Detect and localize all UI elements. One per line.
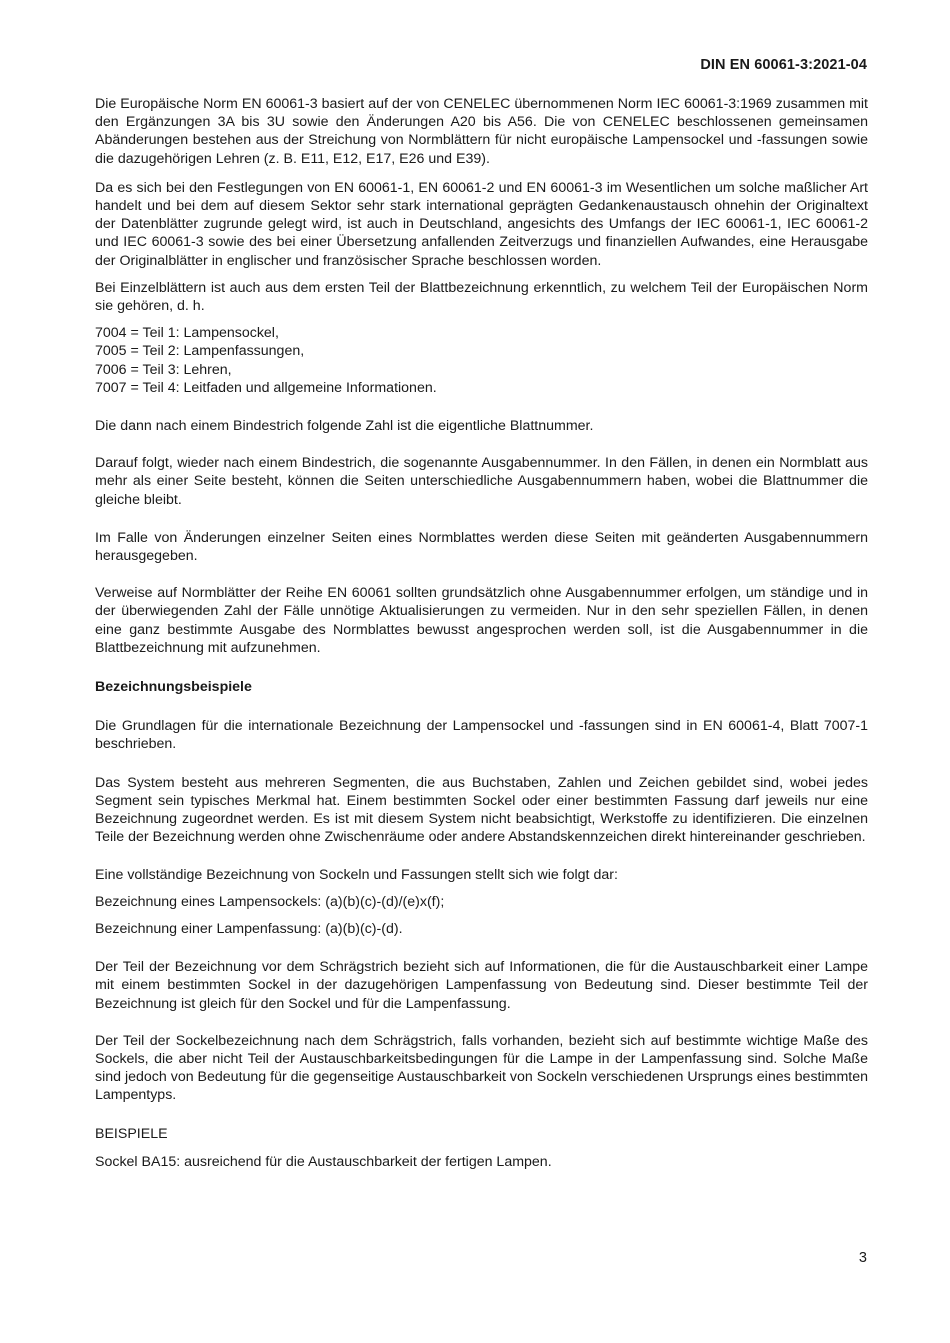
paragraph-13: Der Teil der Bezeichnung vor dem Schrägstrich bezieht sich auf Informationen, die für die Austauschbarkeit einer Lampe mit einem bestimmten Sockel in der dazugehörigen Lampenfassung von Bedeutung sind. Dieser bestimmte Teil der Bezeichnung ist gleich für den Sockel und für die Lampenfassung. <box>95 959 868 1012</box>
paragraph-8: Die Grundlagen für die internationale Bezeichnung der Lampensockel und -fassungen sind in EN 60061-4, Blatt 7007-1 beschrieben. <box>95 718 868 753</box>
paragraph-7: Verweise auf Normblätter der Reihe EN 60061 sollten grundsätzlich ohne Ausgabennummer erfolgen, um ständige und in der überwiegenden Zahl der Fälle unnötige Aktualisierungen zu vermeiden. Nur in den sehr speziellen Fällen, in denen eine ganz bestimmte Ausgabe des Normblattes bewusst angesprochen werden soll, ist die Ausgabennummer in die Blattbezeichnung mit aufzunehmen. <box>95 585 868 656</box>
paragraph-5: Darauf folgt, wieder nach einem Bindestrich, die sogenannte Ausgabennummer. In den Fällen, in denen ein Normblatt aus mehr als einer Seite besteht, können die Seiten unterschiedliche Ausgabennummern haben, wobei die Blattnummer die gleiche bleibt. <box>95 455 868 508</box>
designation-lampholder: Bezeichnung einer Lampenfassung: (a)(b)(c)-(d). <box>95 920 403 937</box>
paragraph-3: Bei Einzelblättern ist auch aus dem ersten Teil der Blattbezeichnung erkenntlich, zu welchem Teil der Europäischen Norm sie gehören, d. h. <box>95 279 868 315</box>
list-item: 7004 = Teil 1: Lampensockel, <box>95 325 279 342</box>
paragraph-6: Im Falle von Änderungen einzelner Seiten eines Normblattes werden diese Seiten mit geänderten Ausgabennummern herausgegeben. <box>95 529 868 565</box>
parts-list <box>95 324 868 397</box>
paragraph-10: Eine vollständige Bezeichnung von Sockeln und Fassungen stellt sich wie folgt dar: <box>95 866 618 883</box>
page-number: 3 <box>858 1250 867 1266</box>
paragraph-1: Die Europäische Norm EN 60061-3 basiert auf der von CENELEC übernommenen Norm IEC 60061-3:1969 zusammen mit den Ergänzungen 3A bis 3U sowie den Änderungen A20 bis A56. Die von CENELEC beschlossenen gemeinsamen Abänderungen bestehen aus der Streichung von Normblättern für nicht europäische Lampensockel und -fassungen sowie die dazugehörigen Lehren (z. B. E11, E12, E17, E26 und E39). <box>95 96 868 167</box>
example-1: Sockel BA15: ausreichend für die Austauschbarkeit der fertigen Lampen. <box>95 1153 552 1170</box>
list-item: 7007 = Teil 4: Leitfaden und allgemeine Informationen. <box>95 379 437 396</box>
section-heading: Bezeichnungsbeispiele <box>95 679 252 696</box>
page-content <box>95 95 868 1171</box>
list-item: 7005 = Teil 2: Lampenfassungen, <box>95 343 305 360</box>
paragraph-2: Da es sich bei den Festlegungen von EN 60061-1, EN 60061-2 und EN 60061-3 im Wesentlichen um solche maßlicher Art handelt und bei dem auf diesem Sektor sehr stark international geprägten Gedankenaustausch ohnehin der Originaltext der Datenblätter zugrunde gelegt wird, ist auch in Deutschland, angesichts des Umfangs der IEC 60061-1, IEC 60061-2 und IEC 60061-3 sowie des bei einer Übersetzung anfallenden Zeitverzugs und finanziellen Aufwandes, eine Herausgabe der Originalblätter in englischer und französischer Sprache beschlossen worden. <box>95 179 868 269</box>
paragraph-4: Die dann nach einem Bindestrich folgende Zahl ist die eigentliche Blattnummer. <box>95 418 594 435</box>
paragraph-9: Das System besteht aus mehreren Segmenten, die aus Buchstaben, Zahlen und Zeichen gebildet sind, wobei jedes Segment sein typisches Merkmal hat. Einem bestimmten Sockel oder einer bestimmten Fassung darf jeweils nur eine Bezeichnung zugeordnet werden. Es ist mit diesem System nicht beabsichtigt, Werkstoffe zu identifizieren. Die einzelnen Teile der Bezeichnung werden ohne Zwischenräume oder andere Abstandskennzeichen direkt hintereinander geschrieben. <box>95 774 868 846</box>
list-item: 7006 = Teil 3: Lehren, <box>95 361 232 378</box>
examples-label: BEISPIELE <box>95 1125 168 1142</box>
document-id-header: DIN EN 60061-3:2021-04 <box>700 57 867 73</box>
designation-lamp-cap: Bezeichnung eines Lampensockels: (a)(b)(c)-(d)/(e)x(f); <box>95 893 445 910</box>
paragraph-14: Der Teil der Sockelbezeichnung nach dem Schrägstrich, falls vorhanden, bezieht sich auf bestimmte wichtige Maße des Sockels, die aber nicht Teil der Austauschbarkeitsbedingungen für die Lampe in der Lampenfassung sind. Solche Maße sind jedoch von Bedeutung für die gegenseitige Austauschbarkeit von Sockeln verschiedenen Ursprungs eines bestimmten Lampentyps. <box>95 1032 868 1104</box>
